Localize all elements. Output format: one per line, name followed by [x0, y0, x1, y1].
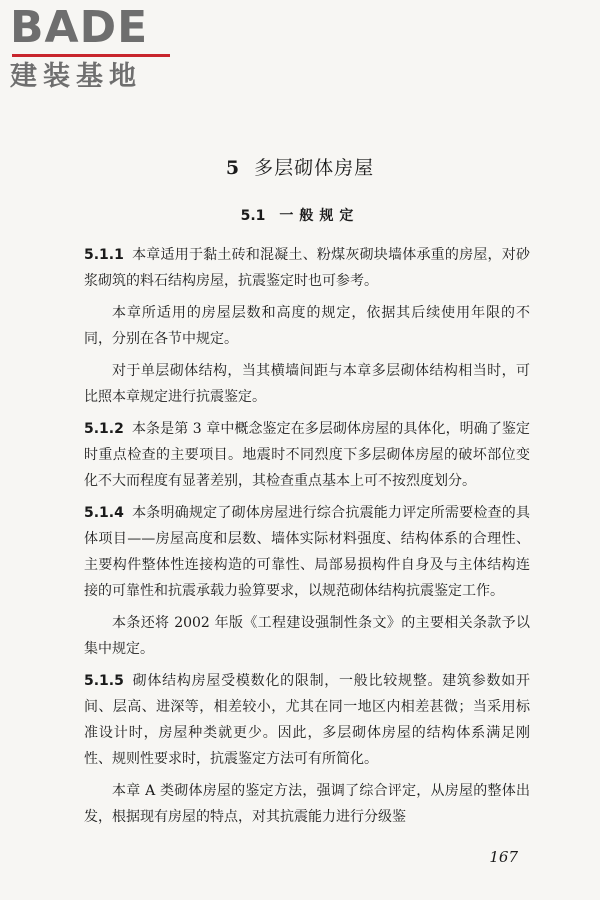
- paragraph: [84, 500, 530, 604]
- clause-number: 5.1.2: [84, 421, 124, 437]
- paragraph: [84, 300, 530, 352]
- logo-underline: [12, 54, 170, 57]
- clause-number: 5.1.5: [84, 673, 124, 689]
- clause-number: 5.1.4: [84, 505, 124, 521]
- bade-logo: [10, 2, 190, 97]
- logo-subtitle: 建装基地: [10, 61, 142, 92]
- chapter-title: [0, 154, 600, 182]
- paragraph: [84, 778, 530, 830]
- clause-number: 5.1.1: [84, 247, 124, 263]
- paragraph-text: 本章适用于黏土砖和混凝土、粉煤灰砌块墙体承重的房屋，对砂浆砌筑的料石结构房屋，抗震鉴定时也可参考。: [84, 247, 530, 289]
- paragraph-text: 本条是第 3 章中概念鉴定在多层砌体房屋的具体化，明确了鉴定时重点检查的主要项目。地震时不同烈度下多层砌体房屋的破坏部位变化不大而程度有显著差别，其检查重点基本上可不按烈度划分。: [84, 421, 530, 489]
- logo-wordmark: BADE: [10, 2, 149, 53]
- chapter-number: 5: [225, 157, 241, 179]
- page-number: 167: [489, 848, 518, 866]
- paragraph-text: 本条还将 2002 年版《工程建设强制性条文》的主要相关条款予以集中规定。: [84, 615, 530, 657]
- document-body: [84, 242, 530, 836]
- paragraph-text: 本条明确规定了砌体房屋进行综合抗震能力评定所需要检查的具体项目——房屋高度和层数、墙体实际材料强度、结构体系的合理性、主要构件整体性连接构造的可靠性、局部易损构件自身及与主体结构连接的可靠性和抗震承载力验算要求，以规范砌体结构抗震鉴定工作。: [84, 505, 530, 599]
- paragraph-text: 砌体结构房屋受模数化的限制，一般比较规整。建筑参数如开间、层高、进深等，相差较小，尤其在同一地区内相差甚微；当采用标准设计时，房屋种类就更少。因此，多层砌体房屋的结构体系满足刚性、规则性要求时，抗震鉴定方法可有所简化。: [84, 673, 530, 767]
- paragraph: [84, 610, 530, 662]
- paragraph: [84, 416, 530, 494]
- paragraph: [84, 358, 530, 410]
- paragraph: [84, 668, 530, 772]
- paragraph-text: 本章 A 类砌体房屋的鉴定方法，强调了综合评定，从房屋的整体出发，根据现有房屋的特点，对其抗震能力进行分级鉴: [84, 783, 530, 825]
- chapter-title-text: 多层砌体房屋: [254, 157, 375, 179]
- section-title: [0, 205, 600, 227]
- section-number: 5.1: [240, 208, 266, 224]
- paragraph-text: 对于单层砌体结构，当其横墙间距与本章多层砌体结构相当时，可比照本章规定进行抗震鉴定。: [84, 363, 530, 405]
- paragraph-text: 本章所适用的房屋层数和高度的规定，依据其后续使用年限的不同，分别在各节中规定。: [84, 305, 530, 347]
- section-title-text: 一般规定: [279, 208, 360, 224]
- paragraph: [84, 242, 530, 294]
